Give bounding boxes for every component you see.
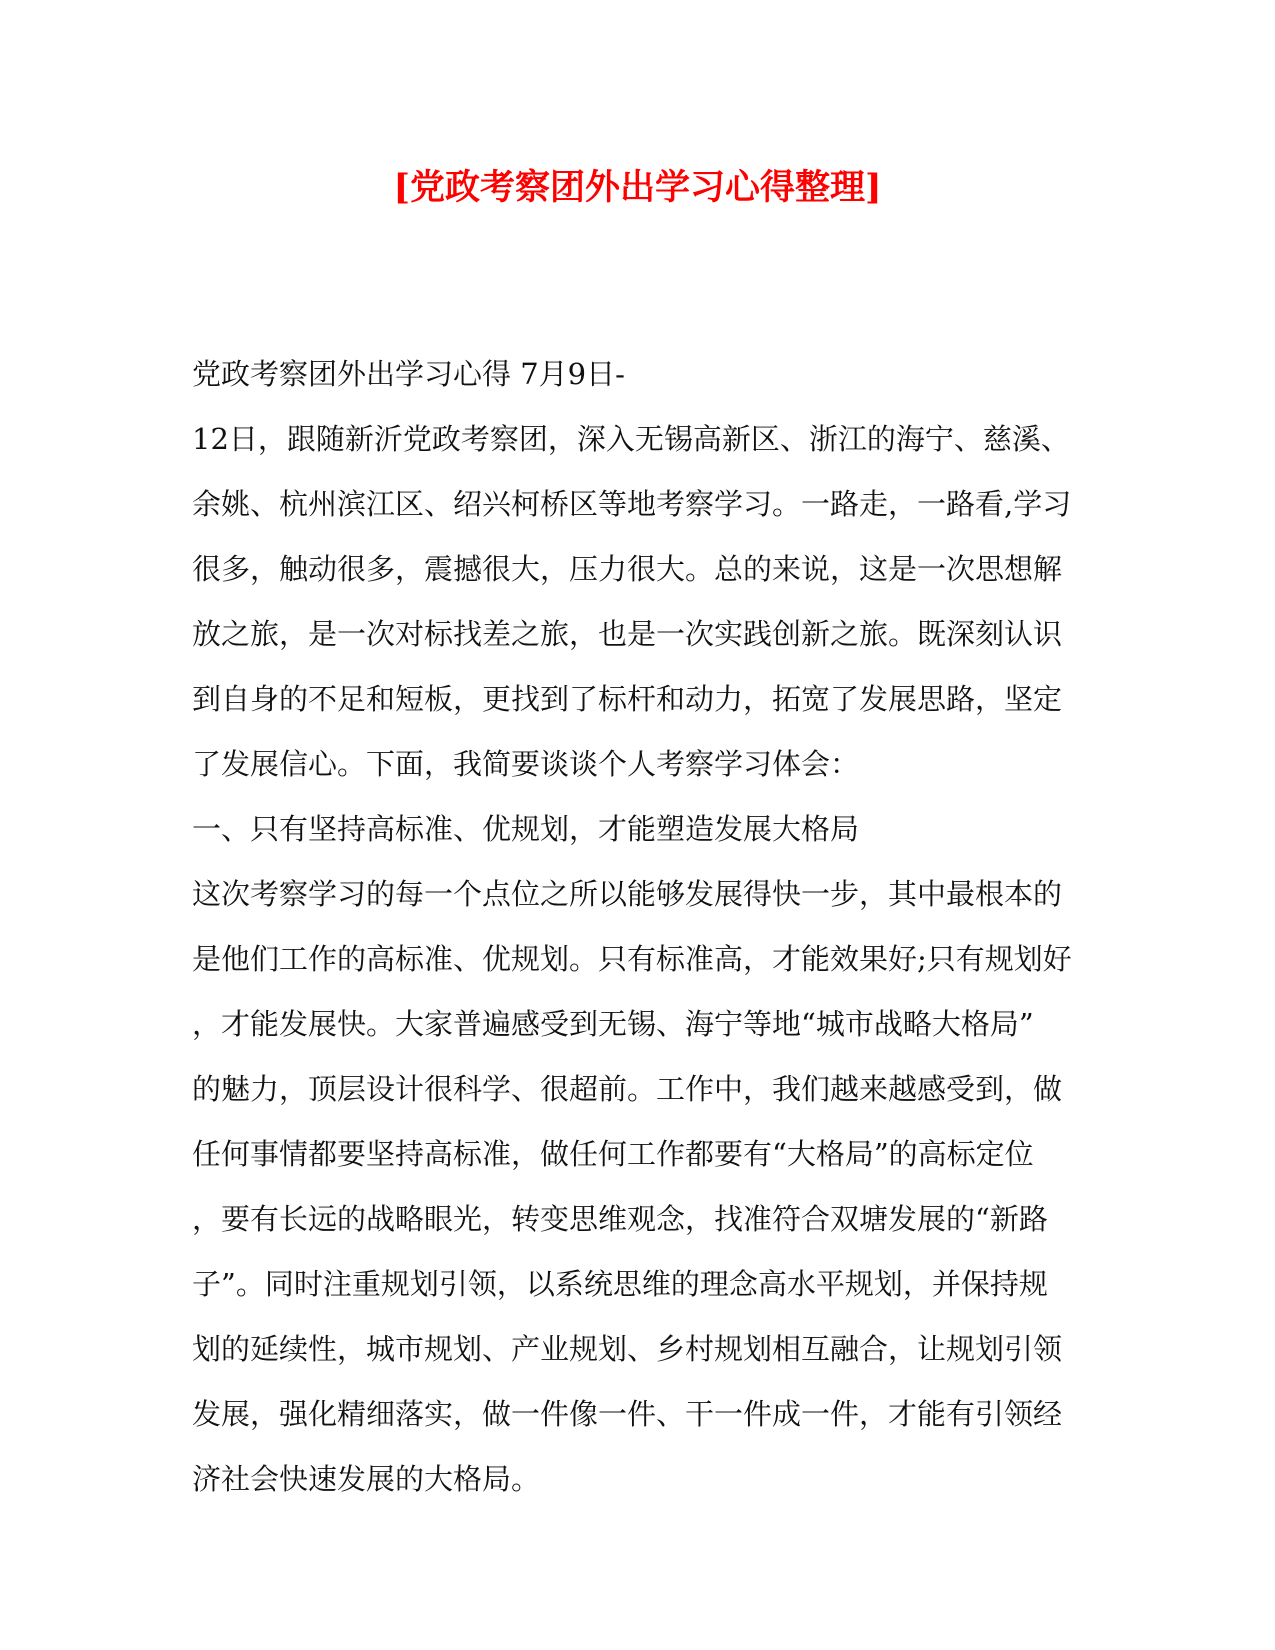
body-line: 这次考察学习的每一个点位之所以能够发展得快一步，其中最根本的 <box>192 877 1063 911</box>
body-line: ，才能发展快。大家普遍感受到无锡、海宁等地“城市战略大格局” <box>192 1007 1034 1041</box>
body-line: 党政考察团外出学习心得 7月9日- <box>192 357 625 391</box>
body-line: 划的延续性，城市规划、产业规划、乡村规划相互融合，让规划引领 <box>192 1332 1063 1366</box>
body-line: 12日，跟随新沂党政考察团，深入无锡高新区、浙江的海宁、慈溪、 <box>192 422 1070 456</box>
section-heading: 一、只有坚持高标准、优规划，才能塑造发展大格局 <box>192 812 860 846</box>
body-line: 发展，强化精细落实，做一件像一件、干一件成一件，才能有引领经 <box>192 1397 1063 1431</box>
body-line: 子”。同时注重规划引领，以系统思维的理念高水平规划，并保持规 <box>192 1267 1048 1301</box>
body-line: 到自身的不足和短板，更找到了标杆和动力，拓宽了发展思路，坚定 <box>192 682 1063 716</box>
body-line: ，要有长远的战略眼光，转变思维观念，找准符合双塘发展的“新路 <box>192 1202 1048 1236</box>
body-line: 是他们工作的高标准、优规划。只有标准高，才能效果好;只有规划好 <box>192 942 1072 976</box>
body-line: 任何事情都要坚持高标准，做任何工作都要有“大格局”的高标定位 <box>192 1137 1034 1171</box>
body-line: 了发展信心。下面，我简要谈谈个人考察学习体会： <box>192 747 860 781</box>
document-body <box>192 342 1092 1512</box>
document-title: [党政考察团外出学习心得整理] <box>393 167 882 208</box>
body-line: 的魅力，顶层设计很科学、很超前。工作中，我们越来越感受到，做 <box>192 1072 1063 1106</box>
body-line: 放之旅，是一次对标找差之旅，也是一次实践创新之旅。既深刻认识 <box>192 617 1063 651</box>
body-line: 济社会快速发展的大格局。 <box>192 1462 541 1496</box>
body-line: 余姚、杭州滨江区、绍兴柯桥区等地考察学习。一路走，一路看,学习 <box>192 487 1072 521</box>
body-line: 很多，触动很多，震撼很大，压力很大。总的来说，这是一次思想解 <box>192 552 1063 586</box>
